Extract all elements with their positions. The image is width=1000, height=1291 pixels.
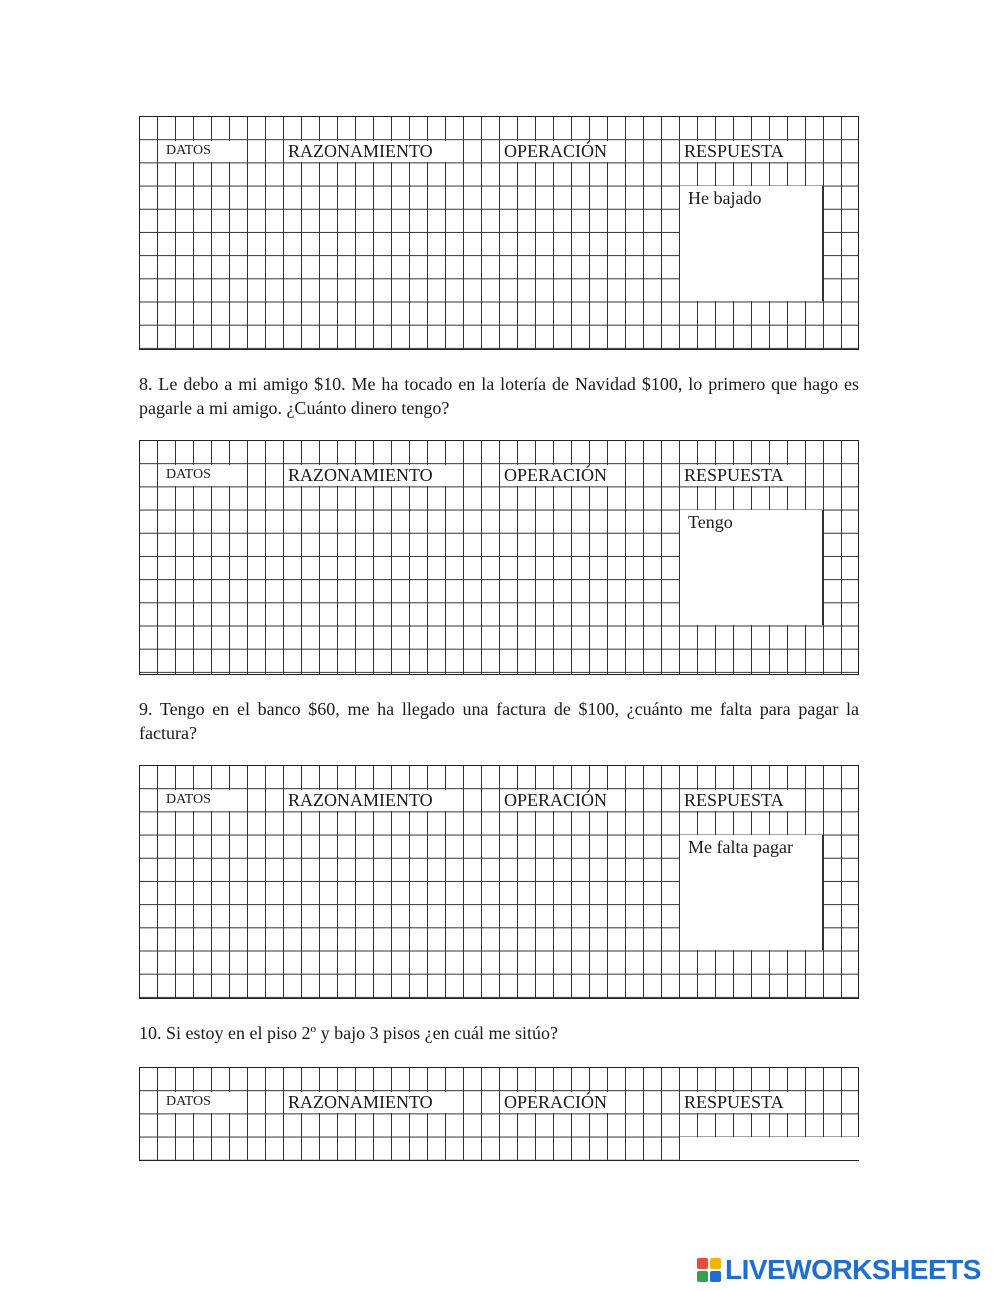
worksheet-grid-4: [139, 1067, 859, 1161]
liveworksheets-logo: [697, 1254, 981, 1286]
header-respuesta: RESPUESTA: [684, 141, 804, 162]
header-operacion: OPERACIÓN: [504, 465, 622, 486]
header-respuesta: RESPUESTA: [684, 1092, 804, 1113]
header-respuesta: RESPUESTA: [684, 465, 804, 486]
question-9: 9. Tengo en el banco $60, me ha llegado una factura de $100, ¿cuánto me falta para pagar la factura?: [139, 699, 859, 743]
header-razonamiento: RAZONAMIENTO: [288, 465, 452, 486]
worksheet-grid-2: [139, 440, 859, 675]
worksheet-grid-3: [139, 765, 859, 999]
header-razonamiento: RAZONAMIENTO: [288, 141, 452, 162]
question-8: 8. Le debo a mi amigo $10. Me ha tocado en la lotería de Navidad $100, lo primero que hago es pagarle a mi amigo. ¿Cuánto dinero tengo?: [139, 374, 859, 418]
header-datos: DATOS: [165, 1092, 238, 1113]
answer-box[interactable]: He bajado: [679, 186, 823, 301]
header-operacion: OPERACIÓN: [504, 141, 622, 162]
header-datos: DATOS: [165, 465, 238, 486]
answer-box[interactable]: Tengo: [679, 510, 823, 625]
logo-text: LIVEWORKSHEETS: [725, 1254, 981, 1285]
answer-box[interactable]: Me falta pagar: [679, 835, 823, 950]
header-datos: DATOS: [165, 141, 238, 162]
worksheet-grid-1: [139, 116, 859, 350]
logo-icon: [697, 1258, 721, 1282]
header-razonamiento: RAZONAMIENTO: [288, 1092, 452, 1113]
question-10: 10. Si estoy en el piso 2º y bajo 3 pisos ¿en cuál me sitúo?: [139, 1023, 559, 1043]
answer-box[interactable]: [679, 1137, 859, 1160]
header-operacion: OPERACIÓN: [504, 1092, 622, 1113]
header-operacion: OPERACIÓN: [504, 790, 622, 811]
header-respuesta: RESPUESTA: [684, 790, 804, 811]
header-datos: DATOS: [165, 790, 238, 811]
header-razonamiento: RAZONAMIENTO: [288, 790, 452, 811]
